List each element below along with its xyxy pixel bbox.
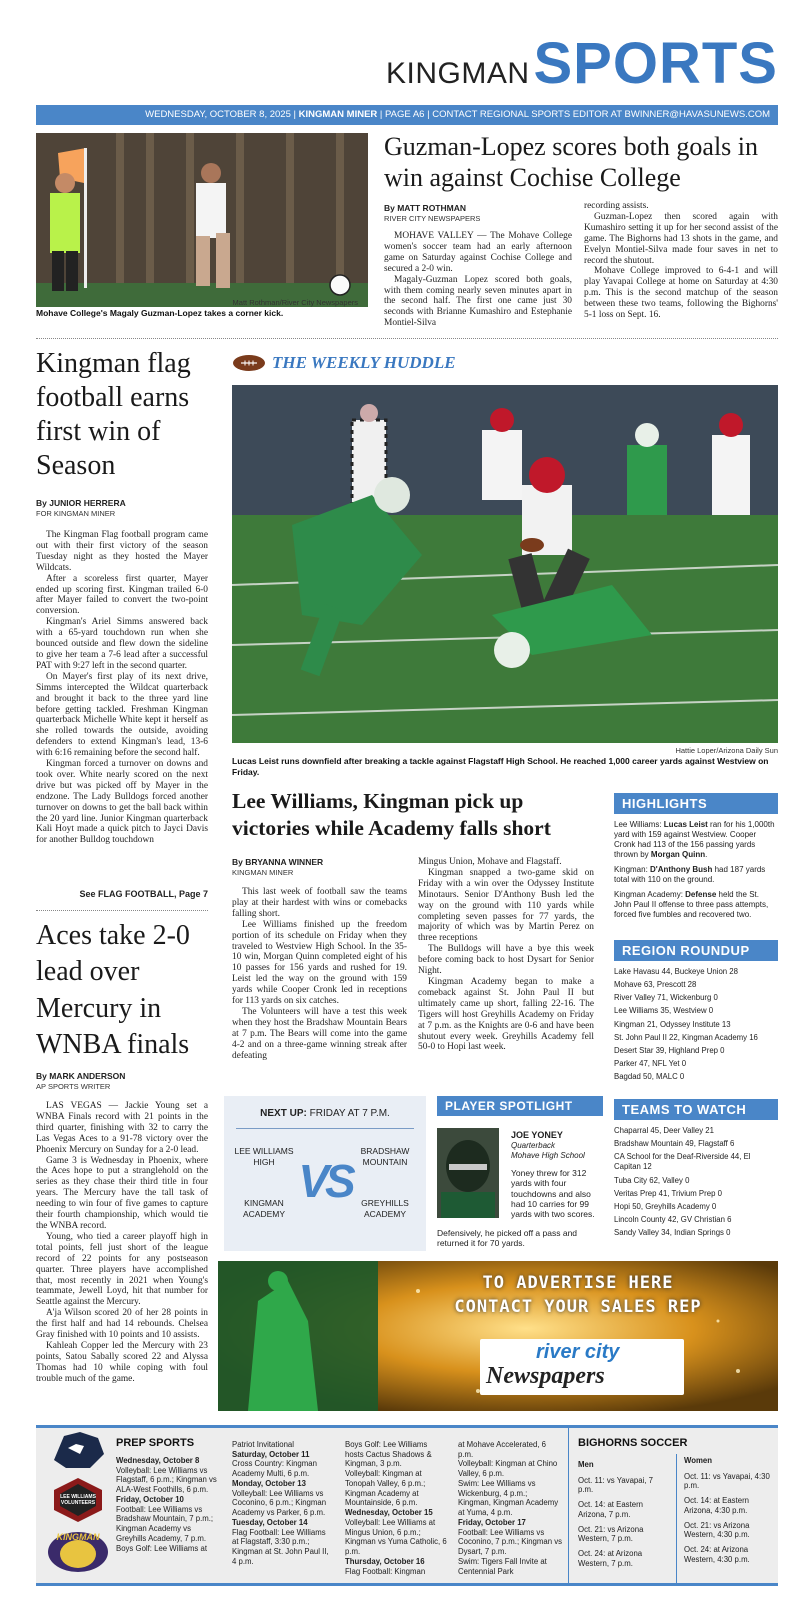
player-spotlight-box	[437, 1096, 603, 1116]
paragraph: Kingman Academy began to make a comeback against St. John Paul II but ultimately came up short, falling 22-16. The Tigers will host Greyhills Academy on Friday at 7 p.m. as the Knights are 0-6 and have been shutout every week. Greyhills Academy fell 50-0 to Hopi last week.	[418, 976, 594, 1053]
logo-lee-williams	[50, 1476, 106, 1524]
football-icon	[232, 354, 266, 372]
wnba-story	[36, 1101, 208, 1385]
football-photo	[232, 385, 778, 743]
women-label: Women	[684, 1456, 713, 1465]
highlights-list	[614, 814, 778, 920]
text: Kingman:	[614, 865, 651, 874]
paragraph: Kahleah Copper led the Mercury with 23 points, Satou Sabally scored 22 and Alyssa Thomas had 10 while coping with foul trouble much of the game.	[36, 1340, 208, 1384]
schedule-date: Friday, October 17	[458, 1517, 526, 1527]
schedule-entry: Volleyball: Lee Williams at Mingus Union, 6 p.m.; Kingman vs Yuma Catholic, 6 p.m.	[345, 1517, 447, 1557]
masthead-kingman: KINGMAN	[385, 57, 530, 90]
schedule-entry: at Mohave Accelerated, 6 p.m.	[458, 1440, 546, 1459]
player-name: Morgan Quinn	[650, 850, 706, 859]
vs-graphic: VS	[298, 1155, 352, 1207]
score-item: Hopi 50, Greyhills Academy 0	[614, 1201, 717, 1211]
paragraph: Mingus Union, Mohave and Flagstaff.	[418, 857, 562, 867]
next-up-time: FRIDAY AT 7 P.M.	[309, 1108, 390, 1119]
soccer-photo	[36, 133, 368, 307]
schedule-entry: Flag Football: Lee Williams at Flagstaff, 3:30 p.m.; Kingman at St. John Paul II, 4 p.m.	[232, 1527, 329, 1566]
football-photo-credit: Hattie Loper/Arizona Daily Sun	[675, 746, 778, 755]
issue-date: WEDNESDAY, OCTOBER 8, 2025	[145, 109, 291, 120]
score-item: CA School for the Deaf-Riverside 44, El Capitan 12	[614, 1152, 751, 1172]
advertisement[interactable]	[218, 1261, 778, 1411]
region-roundup-title: REGION ROUNDUP	[614, 940, 778, 961]
team-lee-williams: LEE WILLIAMS HIGH	[234, 1146, 294, 1168]
score-item: Veritas Prep 41, Trivium Prep 0	[614, 1188, 722, 1198]
schedule-date: Wednesday, October 15	[345, 1508, 433, 1518]
huddle-title: THE WEEKLY HUDDLE	[272, 353, 456, 372]
flag-football-jump-link[interactable]: See FLAG FOOTBALL, Page 7	[79, 889, 208, 899]
masthead	[0, 30, 778, 97]
schedule-entry: Cross Country: Kingman Academy Multi, 6 p.m.	[232, 1459, 317, 1479]
player-name: D'Anthony Bush	[650, 865, 713, 874]
highlights-title: HIGHLIGHTS	[614, 793, 778, 814]
schedule-entry: Swim: Lee Williams vs Wickenburg, 4 p.m.; Kingman, Kingman Academy at Yuma, 4 p.m.	[458, 1478, 559, 1518]
schedule-date: Monday, October 13	[232, 1478, 306, 1488]
next-up-box	[224, 1096, 426, 1251]
schedule-entry: Volleyball: Lee Williams vs Flagstaff, 6 p.m.; Kingman vs ALA-West Foothills, 6 p.m.	[116, 1465, 217, 1495]
women-game: Oct. 24: at Arizona Western, 4:30 p.m.	[684, 1545, 750, 1564]
text: Lee Williams:	[614, 820, 664, 829]
paragraph: Magaly-Guzman Lopez scored both goals, with them coming nearly seven minutes apart in the second half. The first one came just 30 seconds with Brianne Kumashiro and Estephanie Montiel-Silva	[384, 274, 572, 329]
player-stats: Yoney threw for 312 yards with four touchdowns and also had 10 carries for 99 yards with two scores.	[511, 1168, 595, 1220]
score-item: St. John Paul II 22, Kingman Academy 16	[614, 1032, 758, 1042]
player-spotlight-title: PLAYER SPOTLIGHT	[437, 1096, 603, 1116]
paragraph: On Mayer's first play of its next drive, Simms intercepted the Wildcat quarterback and brought it back to the three yard line before getting tackled. Freshman Kingman quarterback Michelle White kept it herself as she rolled towards the outside, avoiding defenders to extend Kingman's lead, 13-6 with 6:16 remaining before the second half.	[36, 671, 208, 759]
next-up-header	[224, 1108, 426, 1119]
paragraph: The Kingman Flag football program came out with their first victory of the season Tuesday night as they hosted the Mayer Wildcats.	[36, 530, 208, 573]
highlights-box	[614, 793, 778, 925]
score-item: Lake Havasu 44, Buckeye Union 28	[614, 967, 738, 976]
bighorns-women-schedule	[684, 1456, 776, 1570]
region-roundup-box	[614, 940, 778, 1085]
men-game: Oct. 21: vs Arizona Western, 7 p.m.	[578, 1524, 644, 1544]
paragraph: This last week of football saw the teams play at their hardest with wins or comebacks falling short.	[232, 887, 407, 919]
football-photo-caption: Lucas Leist runs downfield after breaking a tackle against Flagstaff High School. He reached 1,000 career yards against Westview on Friday.	[232, 756, 769, 777]
prep-schedule-col1	[116, 1456, 220, 1553]
bighorns-men-schedule	[578, 1460, 668, 1574]
women-game: Oct. 14: at Eastern Arizona, 4:30 p.m.	[684, 1496, 750, 1515]
player-school: Mohave High School	[511, 1151, 585, 1160]
soccer-byline-org: RIVER CITY NEWSPAPERS	[384, 214, 481, 223]
divider	[36, 338, 778, 339]
divider	[676, 1454, 677, 1584]
ad-logo	[480, 1339, 684, 1395]
score-item: Bagdad 50, MALC 0	[614, 1072, 685, 1081]
schedule-date: Saturday, October 11	[232, 1449, 310, 1459]
schedule-entry: Boys Golf: Lee Williams at	[116, 1543, 207, 1553]
score-item: Sandy Valley 34, Indian Springs 0	[614, 1228, 731, 1237]
player-photo-illustration	[437, 1128, 499, 1218]
schedule-entry: Volleyball: Lee Williams vs Coconino, 6 p.m.; Kingman Academy vs Parker, 6 p.m.	[232, 1488, 327, 1518]
score-item: Tuba City 62, Valley 0	[614, 1175, 690, 1185]
paragraph: Game 3 is Wednesday in Phoenix, where the Aces hope to put a stranglehold on the series as they chase their third title in four years. The Mercury have the tall task of needing to win four of five games to capture their fourth championship, which would tie the WNBA record.	[36, 1155, 208, 1231]
ad-logo-brand: river city	[536, 1341, 620, 1363]
score-item: Lee Williams 35, Westview 0	[614, 1006, 714, 1016]
player-name: Defense	[685, 890, 717, 899]
lee-williams-story-col2	[418, 857, 594, 1053]
player-name: JOE YONEY	[511, 1130, 563, 1140]
paragraph: MOHAVE VALLEY — The Mohave College women's soccer team had an early afternoon game on Saturday against Cochise College and secured a 2-0 win.	[384, 231, 572, 274]
text: .	[705, 850, 708, 859]
schedule-entry: Boys Golf: Lee Williams hosts Cactus Shadows & Kingman, 3 p.m.	[345, 1440, 432, 1469]
soccer-headline: Guzman-Lopez scores both goals in win against Cochise College	[384, 132, 759, 193]
logo-panther	[50, 1430, 106, 1472]
score-item: Lincoln County 42, GV Christian 6	[614, 1214, 732, 1224]
lee-williams-byline: By BRYANNA WINNER	[232, 857, 324, 867]
paragraph: Mohave College improved to 6-4-1 and will play Yavapai College at home on Saturday at 4:30 p.m. This is the second matchup of the season between these two teams, following the Bighorns' 5-1 loss on Sept. 16.	[584, 266, 778, 321]
paragraph: Lee Williams finished up the freedom portion of its schedule on Friday when they traveled to Westview High School. In the 35-10 win, Morgan Quinn completed eight of his 10 passes for 156 yards and rushed for 19. Leist led the way on the ground with 159 yards while Cooper Cronk led in receptions for 113 yards on six catches.	[232, 919, 407, 1007]
schedule-entry: Football: Lee Williams vs Coconino, 7 p.m.; Kingman vs Dysart, 7 p.m.	[458, 1527, 563, 1557]
paragraph: LAS VEGAS — Jackie Young set a WNBA Finals record with 21 points in the third quarter, finishing with 32 to carry the Las Vegas Aces to a 91-78 victory over the Phoenix Mercury on Sunday for a 2-0 lead.	[36, 1101, 208, 1155]
score-item: Chaparral 45, Deer Valley 21	[614, 1126, 714, 1135]
separator: |	[293, 109, 296, 120]
paragraph: The Bulldogs will have a bye this week before coming back to host Dysart for Senior Night.	[418, 944, 594, 977]
schedule-entry: Football: Lee Williams vs Bradshaw Mountain, 7 p.m.; Kingman Academy vs Greyhills Academy, 7 p.m.	[116, 1504, 214, 1543]
flag-football-byline: By JUNIOR HERRERA	[36, 498, 126, 508]
divider	[236, 1128, 414, 1129]
men-game: Oct. 14: at Eastern Arizona, 7 p.m.	[578, 1500, 644, 1519]
wnba-byline: By MARK ANDERSON	[36, 1071, 126, 1081]
panther-logo-icon	[50, 1430, 106, 1472]
paragraph: Kingman's Ariel Simms answered back with a 65-yard touchdown run when she bounced outside and flew down the sideline to give her team a 7-6 lead after a successful PAT with 9:27 left in the second quarter.	[36, 617, 208, 671]
prep-schedule-col2	[232, 1440, 334, 1567]
soccer-photo-caption: Mohave College's Magaly Guzman-Lopez takes a corner kick.	[36, 308, 284, 318]
paragraph: Guzman-Lopez then scored again with Kumashiro setting it up for her second assist of the game. The Bighorns had 13 shots in the game, and Evelyn Montiel-Silva made four saves in net to record the shutout.	[584, 211, 778, 266]
schedule-date: Friday, October 10	[116, 1494, 184, 1504]
schedule-date: Wednesday, October 8	[116, 1456, 200, 1465]
schedule-entry: Patriot Invitational	[232, 1440, 294, 1449]
teams-scores	[614, 1120, 778, 1238]
team-kingman-academy: KINGMAN ACADEMY	[242, 1198, 286, 1220]
wnba-byline-org: AP SPORTS WRITER	[36, 1082, 111, 1091]
prep-schedule-col4	[458, 1440, 562, 1576]
prep-sports-section	[36, 1425, 778, 1583]
women-game: Oct. 11: vs Yavapai, 4:30 p.m.	[684, 1471, 770, 1491]
score-item: Parker 47, NFL Yet 0	[614, 1058, 687, 1068]
lee-williams-headline: Lee Williams, Kingman pick up victories while Academy falls short	[232, 789, 551, 841]
prep-schedule-col3	[345, 1440, 447, 1576]
huddle-header	[232, 352, 778, 374]
flag-football-byline-org: FOR KINGMAN MINER	[36, 509, 116, 518]
lee-williams-logo-text: LEE WILLIAMS VOLUNTEERS	[60, 1494, 96, 1506]
men-game: Oct. 24: at Arizona Western, 7 p.m.	[578, 1549, 643, 1568]
bighorns-title: BIGHORNS SOCCER	[578, 1437, 688, 1449]
prep-sports-title: PREP SPORTS	[116, 1437, 195, 1449]
wnba-headline: Aces take 2-0 lead over Mercury in WNBA finals	[36, 920, 190, 1061]
women-game: Oct. 21: vs Arizona Western, 4:30 p.m.	[684, 1520, 750, 1540]
paragraph: Young, who tied a career playoff high in total points, fell just short of the league record of 22 points for any postseason quarter. Three players have accomplished that, most recently in 2021 when Young's teammate, Jewell Loyd, hit that number for Seattle against the Mercury.	[36, 1231, 208, 1308]
score-item: Kingman 21, Odyssey Institute 13	[614, 1019, 731, 1029]
text: Kingman Academy:	[614, 890, 686, 899]
separator: |	[427, 109, 430, 120]
separator: |	[379, 109, 383, 120]
masthead-sports: SPORTS	[533, 31, 778, 96]
bottom-rule	[36, 1583, 778, 1586]
text: ran for his 1,000th yard with 159 against Westview. Cooper Cronk had 113 of the 156 passing yards thrown by	[614, 820, 775, 859]
ad-logo-newspapers: Newspapers	[486, 1363, 605, 1389]
score-item: Bradshaw Mountain 49, Flagstaff 6	[614, 1139, 735, 1149]
lee-williams-byline-org: KINGMAN MINER	[232, 868, 294, 877]
men-label: Men	[578, 1460, 594, 1469]
next-up-label: NEXT UP:	[260, 1108, 307, 1119]
paragraph: After a scoreless first quarter, Mayer ended up scoring first. Kingman trailed 6-0 after Mayer failed to convert the two-point conversion.	[36, 573, 208, 617]
kingman-logo-text: KINGMAN	[56, 1532, 100, 1542]
dateline-band	[36, 105, 778, 125]
flag-football-headline: Kingman flag football earns first win of Season	[36, 348, 191, 482]
schedule-entry: Flag Football: Kingman	[345, 1566, 426, 1576]
player-name: Lucas Leist	[663, 820, 708, 829]
score-item: Desert Star 39, Highland Prep 0	[614, 1045, 725, 1055]
page-number: PAGE A6	[385, 109, 425, 120]
schedule-entry: Volleyball: Kingman at Chino Valley, 6 p.m.	[458, 1459, 558, 1479]
divider	[36, 910, 208, 911]
team-bradshaw-mountain: BRADSHAW MOUNTAIN	[360, 1146, 410, 1168]
highlight-item	[614, 820, 778, 860]
player-defense-note: Defensively, he picked off a pass and returned it for 70 yards.	[437, 1228, 578, 1249]
football-photo-illustration	[232, 385, 778, 743]
player-photo	[437, 1128, 499, 1218]
flag-football-story	[36, 530, 208, 846]
text: held the St. John Paul II offense to three pass attempts, forced five fumbles and recovered two.	[614, 890, 769, 919]
lee-williams-story-col1	[232, 887, 407, 1062]
paragraph: recording assists.	[584, 201, 649, 211]
ad-line-1: TO ADVERTISE HERE	[482, 1273, 674, 1293]
paragraph: Kingman forced a turnover on downs and took over. White nearly scored on the next drive but was picked off by Mayer in the endzone. The Lady Bulldogs forced another turnover on downs to get the ball back within the 20 yard line. Junior Kingman quarterback Kali Hoyt made a quick pitch to Jayci Davis for another Bulldog touchdown	[36, 759, 208, 846]
highlight-item	[614, 865, 778, 885]
team-greyhills-academy: GREYHILLS ACADEMY	[361, 1198, 409, 1220]
soccer-byline: By MATT ROTHMAN	[384, 203, 466, 213]
highlight-item	[614, 890, 778, 920]
schedule-date: Thursday, October 16	[345, 1556, 425, 1566]
men-game: Oct. 11: vs Yavapai, 7 p.m.	[578, 1475, 653, 1495]
region-scores	[614, 961, 778, 1082]
schedule-entry: Volleyball: Kingman at Tonopah Valley, 6 p.m.; Kingman Academy at Mountainside, 6 p.m.	[345, 1469, 426, 1508]
soccer-photo-credit: Matt Rothman/River City Newspapers	[232, 298, 358, 307]
score-item: River Valley 71, Wickenburg 0	[614, 993, 718, 1003]
ad-line-2: CONTACT YOUR SALES REP	[454, 1297, 702, 1317]
paragraph: Kingman snapped a two-game skid on Friday with a win over the Odyssey Institute Minotaurs. Senior D'Anthony Bush led the way on the ground with 110 yards while completing seven passes for 77 yards, the majority of which was by Martin Perez on three receptions	[418, 867, 594, 944]
teams-to-watch-title: TEAMS TO WATCH	[614, 1099, 778, 1120]
paper-name: KINGMAN MINER	[298, 109, 378, 120]
logo-kingman	[46, 1528, 110, 1574]
teams-to-watch-box	[614, 1099, 778, 1241]
schedule-entry: Swim: Tigers Fall Invite at Centennial Park	[458, 1556, 547, 1576]
schedule-date: Tuesday, October 14	[232, 1517, 308, 1527]
paragraph: A'ja Wilson scored 20 of her 28 points in the first half and had 14 rebounds. Chelsea Gray finished with 10 points and 10 assists.	[36, 1308, 208, 1341]
soccer-story-col1	[384, 231, 572, 329]
text: had 187 yards total with 110 on the ground.	[614, 865, 766, 884]
paragraph: The Volunteers will have a test this week when they host the Bradshaw Mountain Bears at 7 p.m. The Bears will come into the game 4-2 and on a three-game winning streak after defeating	[232, 1006, 407, 1061]
soccer-story-col2	[584, 201, 778, 321]
editor-contact: CONTACT REGIONAL SPORTS EDITOR AT BWINNER@HAVASUNEWS.COM	[432, 109, 770, 120]
soccer-photo-illustration	[36, 133, 368, 307]
score-item: Mohave 63, Prescott 28	[614, 980, 697, 990]
divider	[568, 1428, 569, 1586]
player-position: Quarterback	[511, 1141, 556, 1150]
